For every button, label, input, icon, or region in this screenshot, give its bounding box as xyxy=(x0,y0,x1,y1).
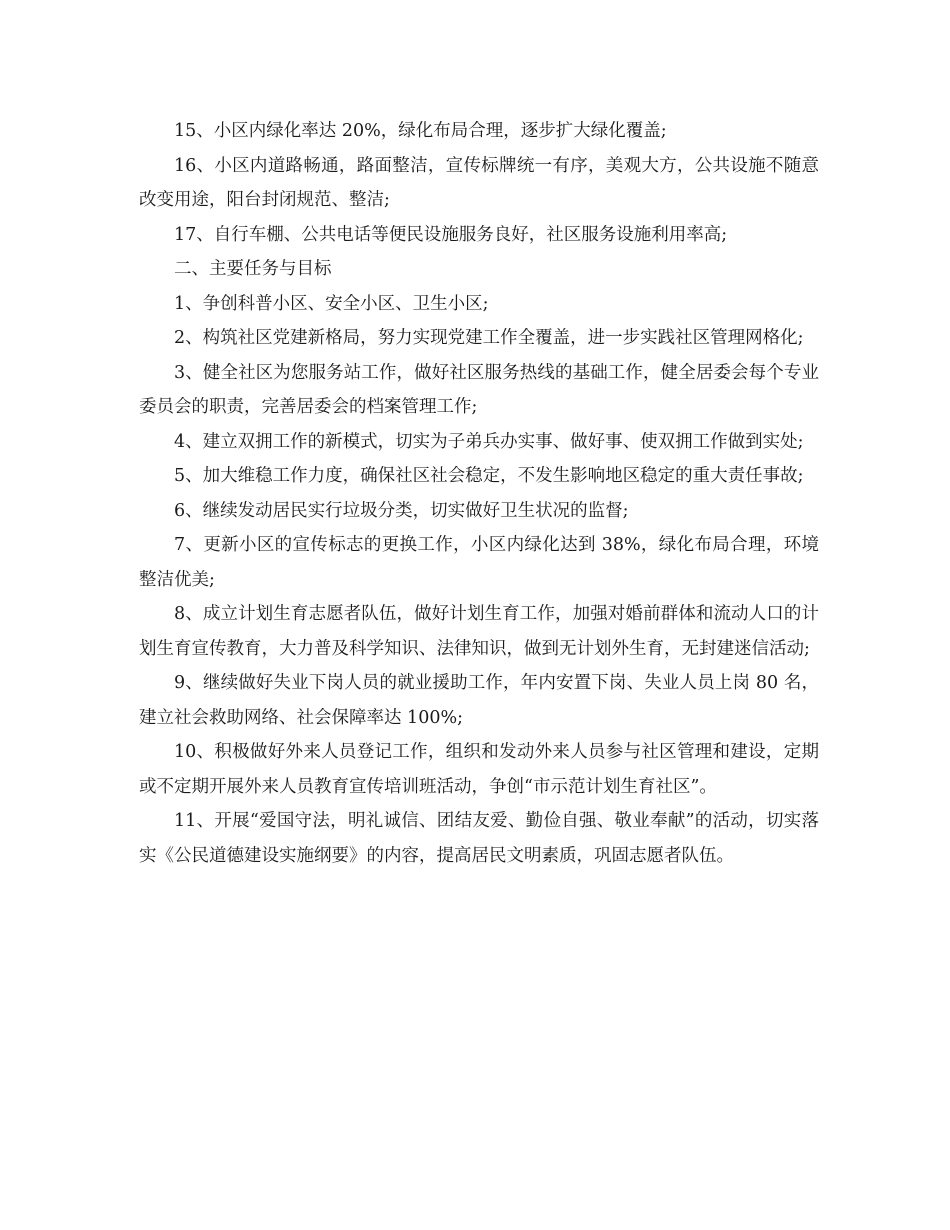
task-item-3: 3、健全社区为您服务站工作，做好社区服务热线的基础工作，健全居委会每个专业委员会的职责，完善居委会的档案管理工作; xyxy=(139,362,819,417)
task-item-8: 8、成立计划生育志愿者队伍，做好计划生育工作，加强对婚前群体和流动人口的计划生育宣传教育，大力普及科学知识、法律知识，做到无计划外生育，无封建迷信活动; xyxy=(139,604,819,659)
task-item-2: 2、构筑社区党建新格局，努力实现党建工作全覆盖，进一步实践社区管理网格化; xyxy=(174,328,804,348)
paragraph-item-15: 15、小区内绿化率达 20%，绿化布局合理，逐步扩大绿化覆盖; xyxy=(174,121,667,141)
task-item-10: 10、积极做好外来人员登记工作，组织和发动外来人员参与社区管理和建设，定期或不定期开展外来人员教育宣传培训班活动，争创“市示范计划生育社区”。 xyxy=(139,742,819,797)
paragraph-item-16: 16、小区内道路畅通，路面整洁，宣传标牌统一有序，美观大方，公共设施不随意改变用途，阳台封闭规范、整洁; xyxy=(139,155,819,210)
task-item-6: 6、继续发动居民实行垃圾分类，切实做好卫生状况的监督; xyxy=(174,500,629,521)
task-item-1: 1、争创科普小区、安全小区、卫生小区; xyxy=(174,293,489,314)
task-item-5: 5、加大维稳工作力度，确保社区社会稳定，不发生影响地区稳定的重大责任事故; xyxy=(174,466,804,486)
section-heading-main-tasks: 二、主要任务与目标 xyxy=(174,259,332,279)
document-body xyxy=(139,114,819,873)
paragraph-item-17: 17、自行车棚、公共电话等便民设施服务良好，社区服务设施利用率高; xyxy=(174,224,728,245)
task-item-4: 4、建立双拥工作的新模式，切实为子弟兵办实事、做好事、使双拥工作做到实处; xyxy=(174,431,804,452)
task-item-9: 9、继续做好失业下岗人员的就业援助工作，年内安置下岗、失业人员上岗 80 名，建立社会救助网络、社会保障率达 100%; xyxy=(139,673,819,728)
task-item-11: 11、开展“爱国守法，明礼诚信、团结友爱、勤俭自强、敬业奉献”的活动，切实落实《公民道德建设实施纲要》的内容，提高居民文明素质，巩固志愿者队伍。 xyxy=(139,811,819,866)
task-item-7: 7、更新小区的宣传标志的更换工作，小区内绿化达到 38%，绿化布局合理，环境整洁优美; xyxy=(139,535,819,590)
